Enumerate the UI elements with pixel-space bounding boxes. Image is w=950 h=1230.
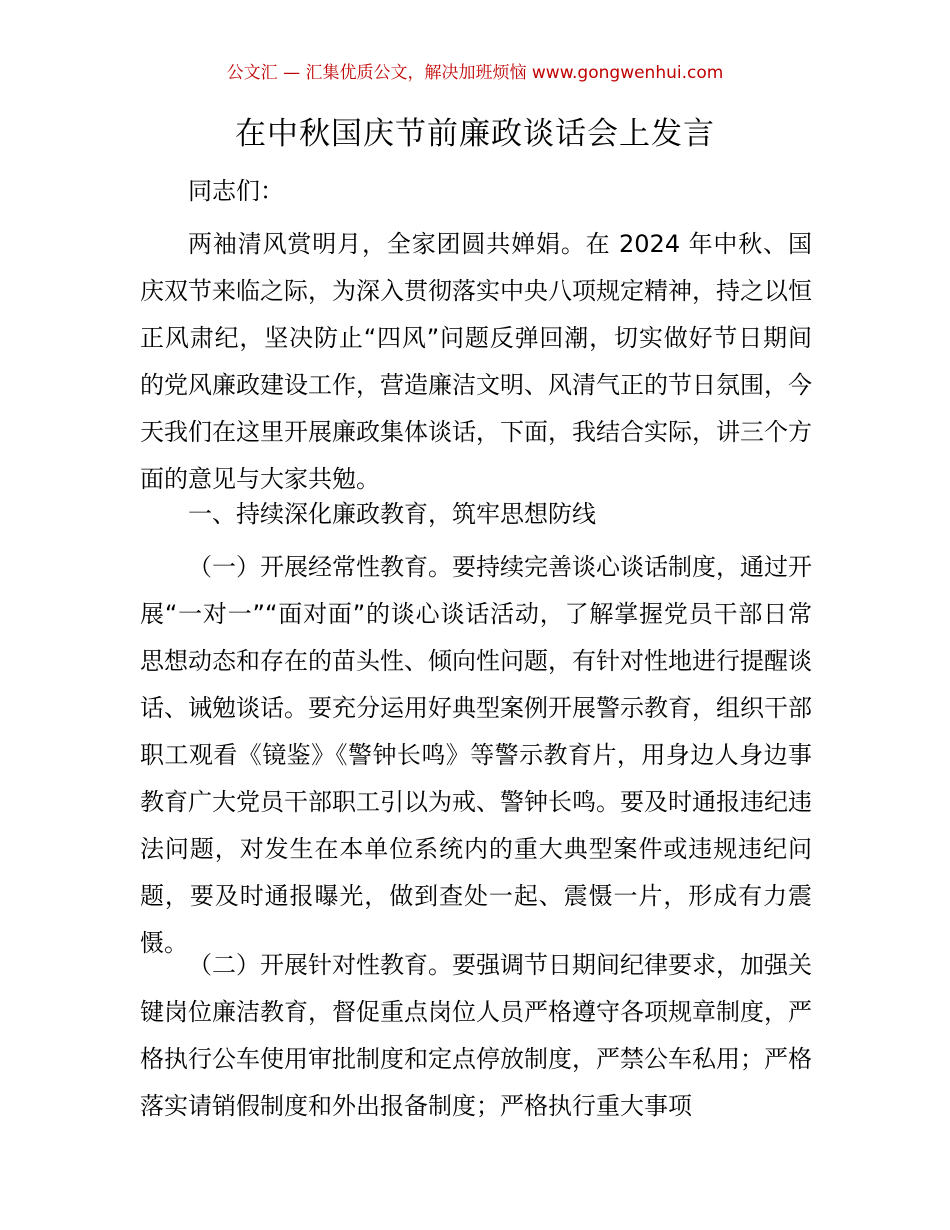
- paragraph-intro: 两袖清风赏明月，全家团圆共婵娟。在 2024 年中秋、国庆双节来临之际，为深入贯彻落实中央八项规定精神，持之以恒正风肃纪，坚决防止“四风”问题反弹回潮，切实做好节日期间的党风廉政建设工作，营造廉洁文明、风清气正的节日氛围，今天我们在这里开展廉政集体谈话，下面，我结合实际，讲三个方面的意见与大家共勉。: [140, 230, 812, 493]
- header-watermark-link[interactable]: 公文汇 — 汇集优质公文，解决加班烦恼 www.gongwenhui.com: [226, 63, 724, 83]
- paragraph-subsection-1: （一）开展经常性教育。要持续完善谈心谈话制度，通过开展“一对一”“面对面”的谈心谈话活动，了解掌握党员干部日常思想动态和存在的苗头性、倾向性问题，有针对性地进行提醒谈话、诫勉谈话。要充分运用好典型案例开展警示教育，组织干部职工观看《镜鉴》《警钟长鸣》等警示教育片，用身边人身边事教育广大党员干部职工引以为戒、警钟长鸣。要及时通报违纪违法问题，对发生在本单位系统内的重大典型案件或违规违纪问题，要及时通报曝光，做到查处一起、震慑一片，形成有力震慑。: [140, 553, 812, 957]
- section-heading-1: 一、持续深化廉政教育，筑牢思想防线: [188, 500, 596, 528]
- paragraph-subsection-2: （二）开展针对性教育。要强调节日期间纪律要求，加强关键岗位廉洁教育，督促重点岗位人员严格遵守各项规章制度，严格执行公车使用审批制度和定点停放制度，严禁公车私用；严格落实请销假制度和外出报备制度；严格执行重大事项: [140, 951, 812, 1120]
- salutation: 同志们：: [188, 177, 284, 205]
- document-title: 在中秋国庆节前廉政谈话会上发言: [235, 116, 715, 152]
